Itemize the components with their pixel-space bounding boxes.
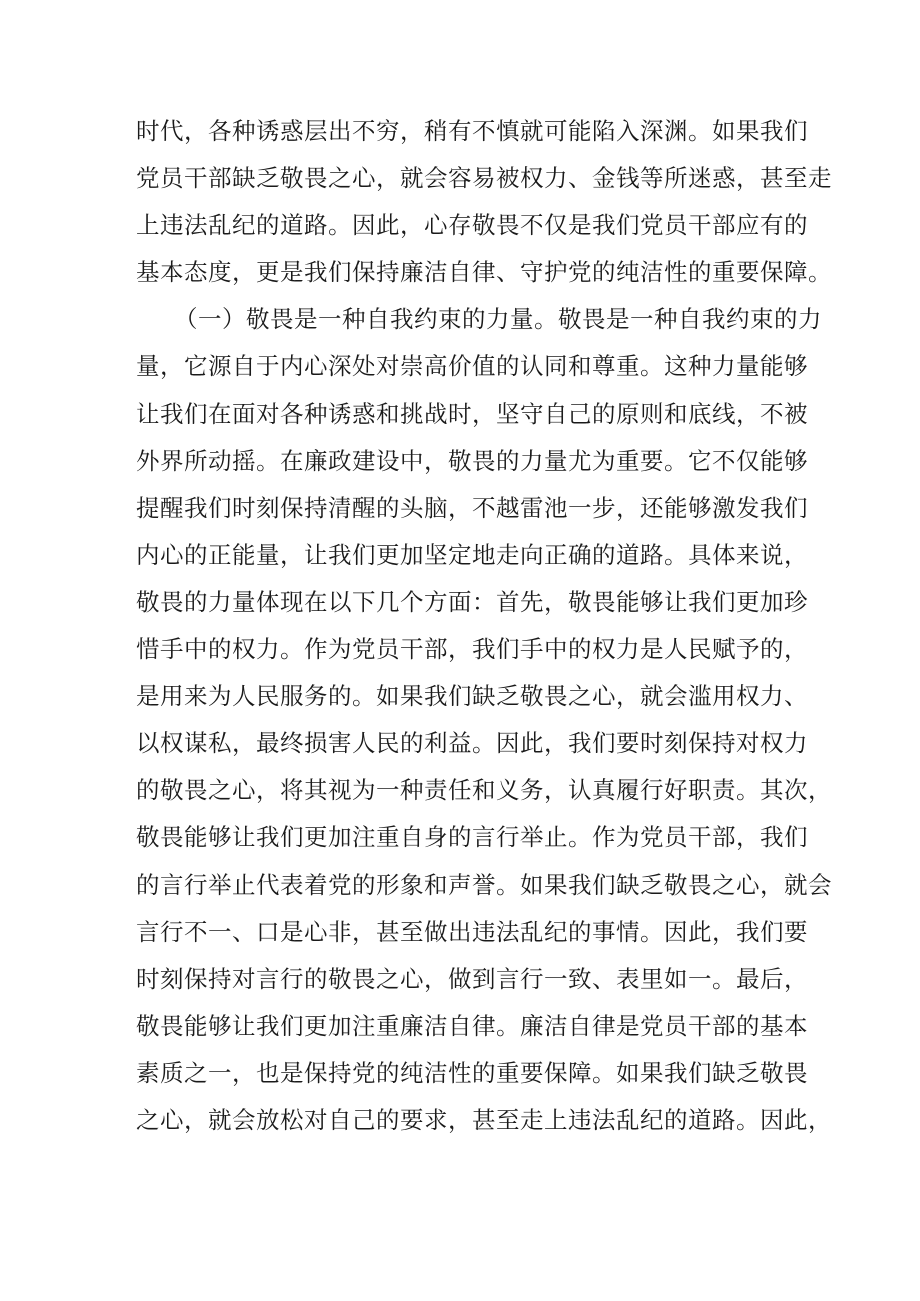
text-line: 时刻保持对言行的敬畏之心，做到言行一致、表里如一。最后， xyxy=(136,964,808,993)
text-line: 时代，各种诱惑层出不穷，稍有不慎就可能陷入深渊。如果我们 xyxy=(136,117,808,145)
text-line: 惜手中的权力。作为党员干部，我们手中的权力是人民赋予的， xyxy=(136,635,808,664)
text-line: 量，它源自于内心深处对崇高价值的认同和尊重。这种力量能够 xyxy=(136,352,808,381)
body-text xyxy=(136,108,832,1144)
text-line: 的敬畏之心，将其视为一种责任和义务，认真履行好职责。其次， xyxy=(136,776,832,805)
text-line: 是用来为人民服务的。如果我们缺乏敬畏之心，就会滥用权力、 xyxy=(136,682,808,711)
text-line: 提醒我们时刻保持清醒的头脑，不越雷池一步，还能够激发我们 xyxy=(136,493,808,522)
text-line: 的言行举止代表着党的形象和声誉。如果我们缺乏敬畏之心，就会 xyxy=(136,870,832,899)
text-line: 敬畏能够让我们更加注重廉洁自律。廉洁自律是党员干部的基本 xyxy=(136,1011,808,1040)
text-line: 敬畏能够让我们更加注重自身的言行举止。作为党员干部，我们 xyxy=(136,823,808,852)
text-line: 让我们在面对各种诱惑和挑战时，坚守自己的原则和底线，不被 xyxy=(136,399,808,428)
section-heading-line: （一）敬畏是一种自我约束的力量。敬畏是一种自我约束的力 xyxy=(174,305,822,334)
text-line: 言行不一、口是心非，甚至做出违法乱纪的事情。因此，我们要 xyxy=(136,917,808,946)
text-line: 基本态度，更是我们保持廉洁自律、守护党的纯洁性的重要保障。 xyxy=(136,258,832,287)
text-line: 敬畏的力量体现在以下几个方面：首先，敬畏能够让我们更加珍 xyxy=(136,587,808,616)
text-line: 外界所动摇。在廉政建设中，敬畏的力量尤为重要。它不仅能够 xyxy=(136,446,808,475)
text-line: 党员干部缺乏敬畏之心，就会容易被权力、金钱等所迷惑，甚至走 xyxy=(136,164,832,193)
text-line: 素质之一，也是保持党的纯洁性的重要保障。如果我们缺乏敬畏 xyxy=(136,1058,808,1087)
text-line: 内心的正能量，让我们更加坚定地走向正确的道路。具体来说， xyxy=(136,540,808,569)
text-line: 上违法乱纪的道路。因此，心存敬畏不仅是我们党员干部应有的 xyxy=(136,211,808,240)
text-line: 以权谋私，最终损害人民的利益。因此，我们要时刻保持对权力 xyxy=(136,729,808,758)
text-line: 之心，就会放松对自己的要求，甚至走上违法乱纪的道路。因此， xyxy=(136,1105,832,1134)
